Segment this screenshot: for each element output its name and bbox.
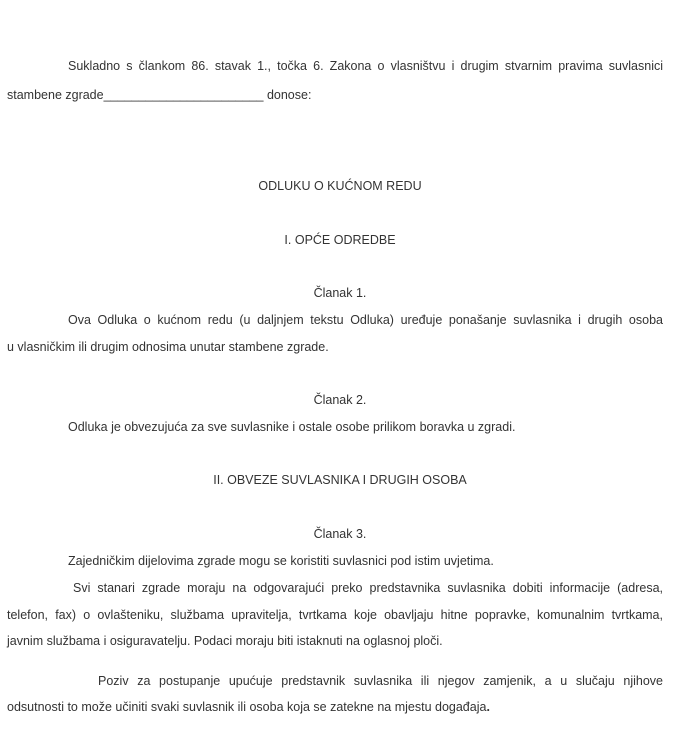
section-heading-general: I. OPĆE ODREDBE [284, 233, 396, 247]
section-heading-obligations: II. OBVEZE SUVLASNIKA I DRUGIH OSOBA [213, 473, 467, 487]
article-3-paragraph-1: Zajedničkim dijelovima zgrade mogu se koristiti suvlasnici pod istim uvjetima. [68, 554, 494, 568]
article-3-paragraph-3-period: . [486, 700, 490, 714]
article-3-paragraph-3-line-1: Poziv za postupanje upućuje predstavnik suvlasnika ili njegov zamjenik, a u slučaju njihove [98, 674, 663, 688]
intro-line-1: Sukladno s člankom 86. stavak 1., točka 6. Zakona o vlasništvu i drugim stvarnim pravima suvlasnici [68, 59, 663, 73]
article-3-paragraph-3-text: odsutnosti to može učiniti svaki suvlasnik ili osoba koja se zatekne na mjestu događaja [7, 700, 487, 714]
article-1-line-1: Ova Odluka o kućnom redu (u daljnjem tekstu Odluka) uređuje ponašanje suvlasnika i drugih osoba [68, 313, 663, 327]
article-2-heading: Članak 2. [313, 393, 367, 407]
document-title: ODLUKU O KUĆNOM REDU [258, 179, 422, 193]
article-3-heading: Članak 3. [313, 527, 367, 541]
intro-line-2: stambene zgrade_______________________ donose: [7, 88, 312, 102]
article-2-text: Odluka je obvezujuća za sve suvlasnike i ostale osobe prilikom boravka u zgradi. [68, 420, 516, 434]
article-1-line-2: u vlasničkim ili drugim odnosima unutar stambene zgrade. [7, 340, 329, 354]
article-3-paragraph-2-line-3: javnim službama i osiguravatelju. Podaci moraju biti istaknuti na oglasnoj ploči. [7, 634, 443, 648]
article-1-heading: Članak 1. [313, 286, 367, 300]
article-3-paragraph-2-line-2: telefon, fax) o ovlašteniku, službama upravitelja, tvrtkama koje obavljaju hitne popravke, komunalnim tvrtkama, [7, 608, 663, 622]
article-3-paragraph-2-line-1: Svi stanari zgrade moraju na odgovarajući preko predstavnika suvlasnika dobiti informacije (adresa, [73, 581, 663, 595]
article-3-paragraph-3-line-2 [7, 699, 490, 715]
